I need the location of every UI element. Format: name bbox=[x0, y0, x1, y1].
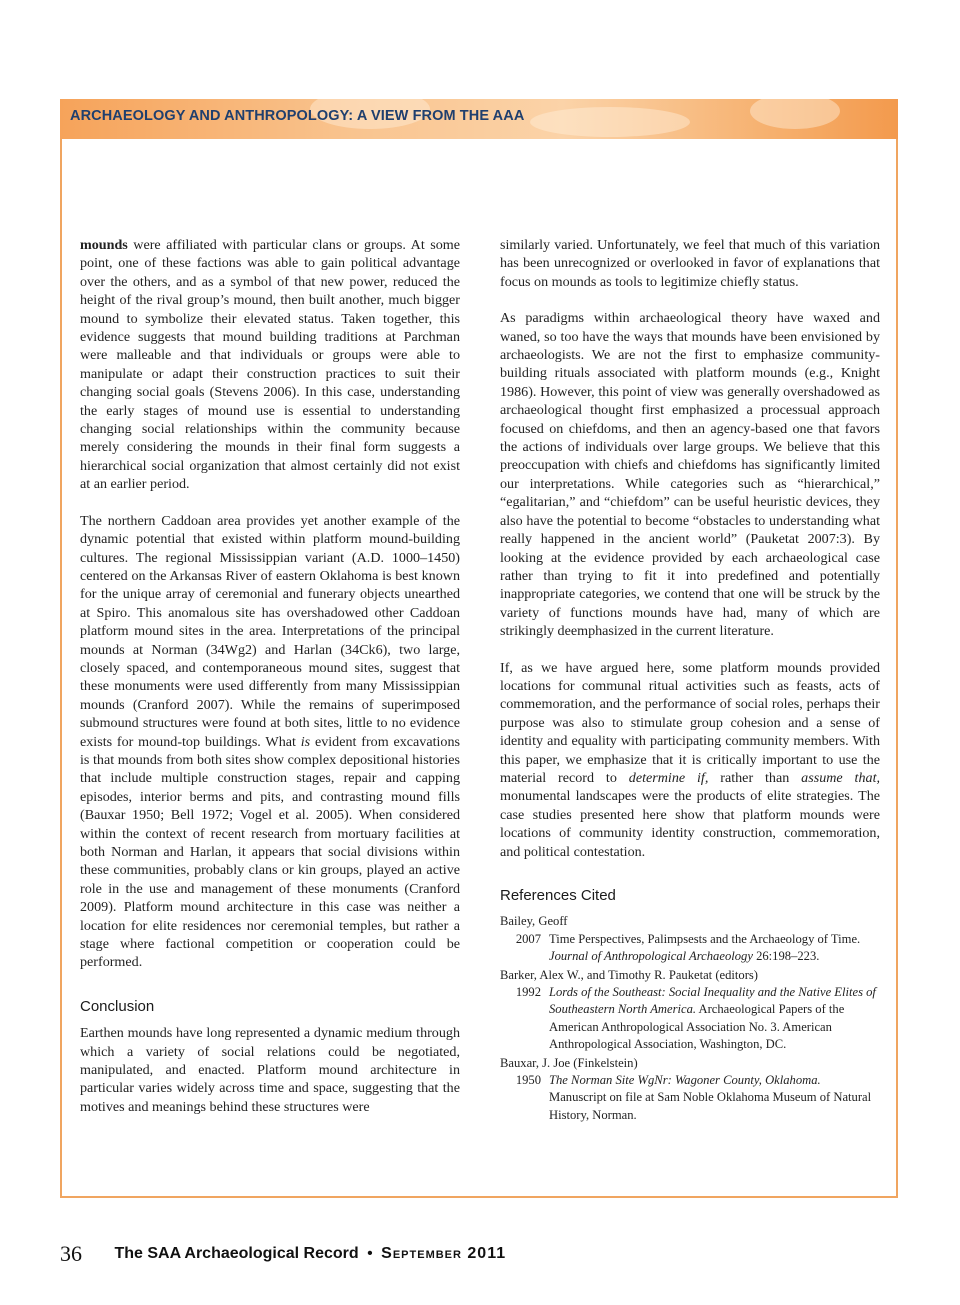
left-column bbox=[80, 236, 460, 1134]
reference-year: 1992 bbox=[515, 985, 541, 1000]
reference-year: 1950 bbox=[515, 1073, 541, 1088]
lead-word: mounds bbox=[80, 237, 128, 253]
paragraph-caddoan: The northern Caddoan area provides yet another example of the dynamic potential that existed within platform mound-building cultures. The regional Mississippian variant (A.D. 1000–1450) centered on the Arkansas River of eastern Oklahoma is best known for the unique array of ceremonial and funerary objects unearthed at Spiro. This anomalous site has overshadowed other Caddoan platform mound sites in the area. Interpretations of the principal mounds at Norman (34Wg2) and Harlan (34Ck6), two large, closely spaced, and contemporaneous mound sites, suggest that these monuments were used differently from many Mississippian mounds (Cranford 2007). While the remains of superimposed submound structures were found at both sites, little to no evidence exists for mound-top buildings. What is evident from excavations is that mounds from both sites show complex depositional histories that include multiple construction stages, repair and capping episodes, interior berms and pits, and contrasting mound fills (Bauxar 1950; Bell 1972; Vogel et al. 2005). When considered within the context of recent research from mortuary facilities at both Norman and Harlan, it appears that social divisions within these communities, probably clans or kin groups, played an active role in the use and management of these monuments (Cranford 2009). Platform mound architecture in this case was neither a location for elite residences nor ceremonial temples, but rather a stage where factional competition or cooperation could be performed. bbox=[80, 512, 460, 971]
reference-entry bbox=[500, 984, 880, 1054]
reference-text: Time Perspectives, Palimpsests and the Archaeology of Time. Journal of Anthropological Archaeology 26:198–223. bbox=[549, 931, 861, 964]
reference-author: Bauxar, J. Joe (Finkelstein) bbox=[500, 1055, 638, 1070]
reference-author: Barker, Alex W., and Timothy R. Pauketat (editors) bbox=[500, 967, 758, 982]
reference-entry bbox=[500, 931, 880, 966]
reference-year: 2007 bbox=[515, 931, 541, 946]
section-banner bbox=[60, 99, 898, 139]
reference-entry bbox=[500, 1072, 880, 1124]
reference-author: Bailey, Geoff bbox=[500, 914, 568, 929]
reference-text: The Norman Site WgNr: Wagoner County, Oklahoma. Manuscript on file at Sam Noble Oklahoma Museum of Natural History, Norman. bbox=[549, 1073, 872, 1122]
banner-title: ARCHAEOLOGY AND ANTHROPOLOGY: A VIEW FROM THE AAA bbox=[70, 108, 525, 124]
references-list bbox=[500, 913, 880, 1124]
footer-bullet: • bbox=[367, 1245, 373, 1262]
conclusion-heading: Conclusion bbox=[80, 997, 155, 1015]
paragraph-conclusion: Earthen mounds have long represented a dynamic medium through which a variety of social relations could be negotiated, manipulated, and enacted. Platform mound architecture in particular varies widely across time and space, suggesting that the motives and meanings behind these structures were bbox=[80, 1025, 460, 1115]
issue-date: September 2011 bbox=[381, 1245, 507, 1262]
right-column bbox=[500, 236, 880, 1125]
journal-title: The SAA Archaeological Record bbox=[114, 1245, 359, 1262]
references-heading: References Cited bbox=[500, 887, 616, 904]
paragraph-parchman: mounds were affiliated with particular clans or groups. At some point, one of these factions was able to gain political advantage over the others, and as a symbol of that new power, reduced the height of the rival group’s mound, then built another, much bigger mound to symbolize their elevated status. Taken together, this evidence suggests that mound building traditions at Parchman were malleable and that individuals or groups were able to manipulate or adapt their construction practices to suit their changing social goals (Stevens 2006). In this case, understanding the early stages of mound use is essential to understanding changing social relationships within the community because merely considering the mounds in their final form suggests a hierarchical social organization that almost certainly did not exist at an earlier period. bbox=[80, 237, 460, 493]
paragraph-paradigms: As paradigms within archaeological theory have waxed and waned, so too have the ways that mounds have been envisioned by archaeologists. We are not the first to emphasize community-building rituals associated with platform mounds (e.g., Knight 1986). However, this point of view was generally overshadowed as archaeological thought first emphasized a processual approach focused on chiefdoms, and then an agency-based one that favors the actions of individuals over large groups. We believe that this preoccupation with chiefs and chiefdoms has significantly limited our interpretations. While categories such as “hierarchical,” “egalitarian,” and “chiefdom” can be useful heuristic devices, they also have the potential to become “obstacles to understanding what really happened in the ancient world” (Pauketat 2007:3). By looking at the evidence provided by each archaeological case rather than trying to fit it into predefined and potentially inappropriate categories, we contend that one will be struck by the variety of functions mounds have had, many of which are strikingly deemphasized in the current literature. bbox=[500, 310, 880, 640]
reference-text: Lords of the Southeast: Social Inequality and the Native Elites of Southeastern North America. Archaeological Papers of the American Anthropological Association No. 3. American Anthropological Association, Washington, DC. bbox=[549, 985, 876, 1052]
page-footer bbox=[60, 1241, 506, 1267]
paragraph-variation: similarly varied. Unfortunately, we feel that much of this variation has been unrecognized or overlooked in favor of explanations that focus on mounds as tools to legitimize chiefly status. bbox=[500, 237, 880, 290]
page-number: 36 bbox=[60, 1241, 82, 1266]
paragraph-argument: If, as we have argued here, some platform mounds provided locations for communal ritual activities such as feasts, acts of commemoration, and the performance of social roles, perhaps their purpose was also to stimulate group cohesion and a sense of identity and equality with participating community members. With this paper, we emphasize that it is critically important to use the material record to determine if, rather than assume that, monumental landscapes were the products of elite strategies. The case studies presented here show that platform mounds were locations of community identity construction, commemoration, and political contestation. bbox=[500, 659, 881, 860]
